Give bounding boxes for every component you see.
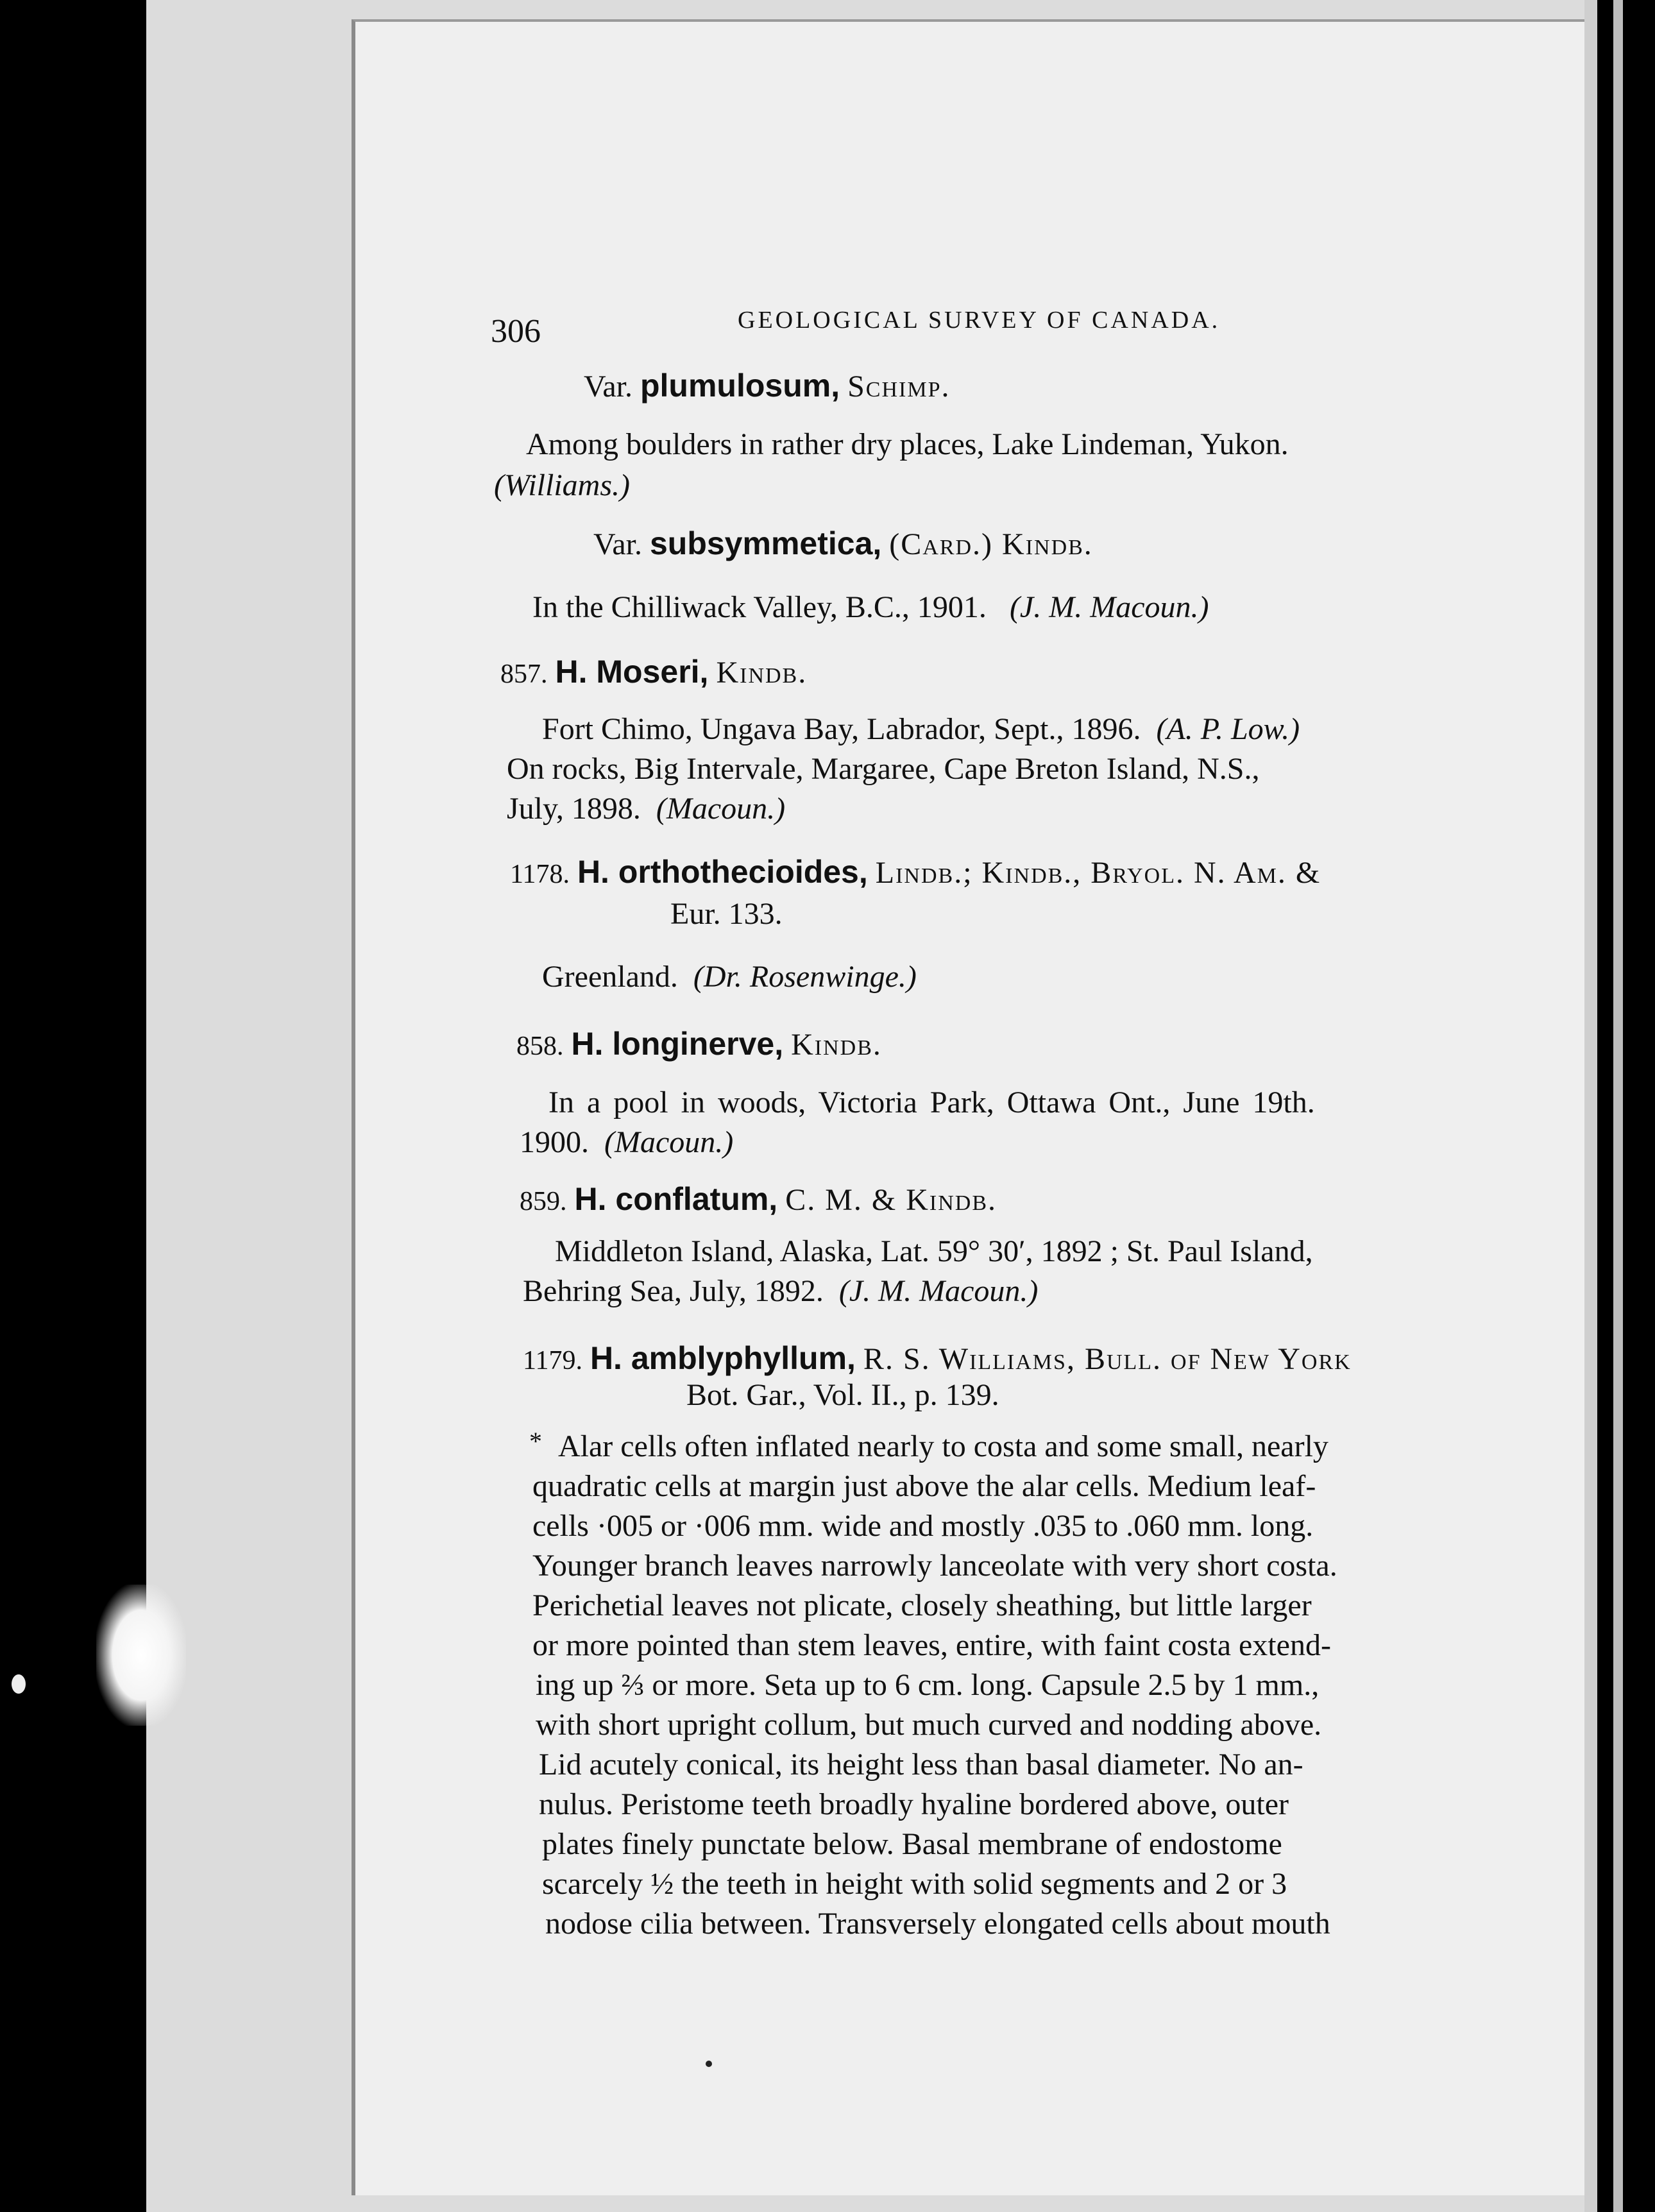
taxon-authority: Schimp. [847,370,951,404]
taxon-authority: (Card.) Kindb. [889,527,1093,561]
page-edge [1584,0,1597,2212]
locality-line: On rocks, Big Intervale, Margaree, Cape Breton Island, N.S., [507,752,1260,786]
authority-continued: Bot. Gar., Vol. II., p. 139. [686,1378,999,1412]
taxon-name: H. orthothecioides, [577,854,868,890]
collector: (Macoun.) [656,792,786,826]
taxon-name: H. amblyphyllum, [590,1340,856,1376]
entry-heading [500,653,807,693]
locality: 1900. [520,1125,589,1159]
authority-continued: Eur. 133. [670,897,783,931]
taxon-name: subsymmetica, [649,525,882,561]
heading-prefix: Var. [593,527,642,561]
ink-speck [706,2061,712,2067]
entry-body: Among boulders in rather dry places, Lake Lindeman, Yukon. [526,427,1289,461]
entry-heading [523,1340,1352,1379]
description-line: Younger branch leaves narrowly lanceolate with very short costa. [532,1549,1337,1583]
entry-number: 858. [516,1032,564,1061]
description-line: ing up ⅔ or more. Seta up to 6 cm. long. Capsule 2.5 by 1 mm., [536,1668,1320,1702]
entry-heading [593,525,1093,563]
description-line: scarcely ½ the teeth in height with solid segments and 2 or 3 [542,1867,1287,1901]
entry-number: 1178. [510,860,570,889]
taxon-name: plumulosum, [640,368,840,404]
locality-line [542,711,1300,748]
paper-stain [96,1585,186,1726]
page-number: 306 [491,313,541,350]
heading-prefix: Var. [584,370,632,404]
locality-line [523,1273,1038,1310]
locality-line [507,790,785,828]
locality: In the Chilliwack Valley, B.C., 1901. [532,590,987,624]
entry-heading [520,1180,997,1220]
taxon-authority: C. M. & Kindb. [785,1183,997,1217]
entry-heading [510,853,1321,893]
collector: (Macoun.) [604,1125,734,1159]
locality-line: In a pool in woods, Victoria Park, Ottawa Ont., June 19th. [548,1085,1315,1119]
locality: Behring Sea, July, 1892. [523,1274,824,1308]
taxon-name: H. longinerve, [571,1026,784,1062]
description-line: Lid acutely conical, its height less than basal diameter. No an- [539,1748,1303,1782]
description-line: nulus. Peristome teeth broadly hyaline bordered above, outer [539,1787,1289,1821]
taxon-name: H. Moseri, [555,654,709,690]
locality: July, 1898. [507,792,641,826]
entry-heading [516,1025,882,1065]
locality: Greenland. [542,960,678,994]
collector: (J. M. Macoun.) [838,1274,1039,1308]
description-line: or more pointed than stem leaves, entire, with faint costa extend- [532,1628,1331,1662]
running-title: GEOLOGICAL SURVEY OF CANADA. [738,307,1221,334]
collector: (A. P. Low.) [1156,712,1300,746]
description-line: Alar cells often inflated nearly to costa and some small, nearly [558,1429,1328,1463]
entry-number: 1179. [523,1346,582,1375]
description-line: cells ·005 or ·006 mm. wide and mostly .035 to .060 mm. long. [532,1509,1314,1543]
collector: (Williams.) [494,468,630,502]
taxon-authority: Kindb. [716,656,808,690]
taxon-authority: Kindb. [791,1028,882,1062]
locality-line [520,1124,733,1161]
collector: (J. M. Macoun.) [1009,590,1209,624]
description-line: quadratic cells at margin just above the alar cells. Medium leaf- [532,1469,1316,1503]
entry-number: 859. [520,1187,567,1216]
collector: (Dr. Rosenwinge.) [693,960,917,994]
taxon-authority: Lindb.; Kindb., Bryol. N. Am. & [875,856,1321,890]
description-line: with short upright collum, but much curved and nodding above. [536,1708,1322,1742]
entry-heading [584,367,950,405]
entry-body [542,958,917,996]
locality: Fort Chimo, Ungava Bay, Labrador, Sept., 1896. [542,712,1141,746]
description-line: Perichetial leaves not plicate, closely sheathing, but little larger [532,1588,1312,1622]
page-edge-outer [1613,0,1623,2212]
locality-line: Middleton Island, Alaska, Lat. 59° 30′, 1892 ; St. Paul Island, [555,1234,1313,1268]
margin-mark [12,1674,26,1694]
description-line: nodose cilia between. Transversely elongated cells about mouth [545,1907,1330,1941]
entry-number: 857. [500,659,548,689]
footnote-mark: * [529,1427,542,1456]
taxon-name: H. conflatum, [574,1181,778,1217]
taxon-authority: R. S. Williams, Bull. of New York [863,1342,1352,1376]
description-line: plates finely punctate below. Basal membrane of endostome [542,1827,1282,1861]
entry-body [532,589,1209,626]
